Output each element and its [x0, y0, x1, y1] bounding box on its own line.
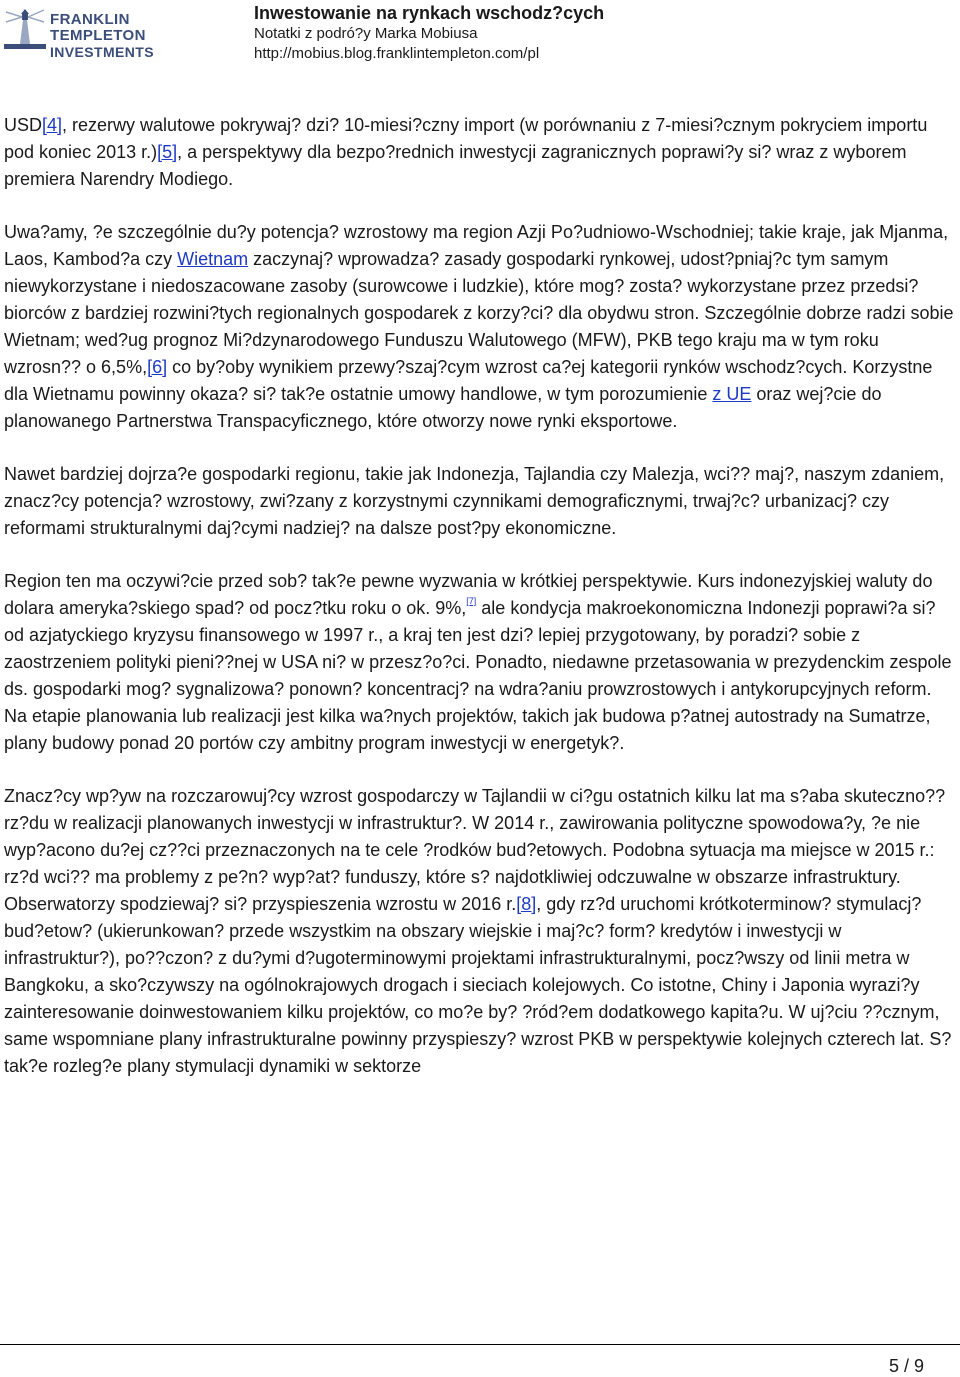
paragraph-5: [4, 783, 956, 1080]
page-number: 5 / 9: [888, 1356, 924, 1376]
text-segment: , rezerwy walutowe pokrywaj? dzi? 10-miesi?czny import (w porównaniu z 7-miesi?cznym pokryciem importu pod koniec 2013 r.): [4, 115, 928, 162]
paragraph-4: [4, 568, 956, 757]
article-body: [4, 112, 956, 1106]
paragraph-3: Nawet bardziej dojrza?e gospodarki regionu, takie jak Indonezja, Tajlandia czy Malezja, wci?? maj?, naszym zdaniem, znacz?cy potencja? wzrostowy, zwi?zany z korzystnymi czynnikami demograficznymi, trwaj?c? urbanizacj? czy reformami strukturalnymi daj?cymi nadziej? na dalsze post?py ekonomiczne.: [4, 464, 945, 538]
footnote-link-8[interactable]: [8]: [516, 894, 537, 914]
footnote-link-6[interactable]: [6]: [147, 357, 168, 377]
text-segment: Uwa?amy, ?e szczególnie du?y potencja? wzrostowy ma region Azji Po?udniowo-Wschodniej; takie kraje, jak Mjanma, Laos, Kambod?a czy: [4, 222, 949, 269]
lighthouse-logo-icon: [4, 6, 46, 50]
paragraph-1: [4, 112, 956, 193]
franklin-templeton-logo: [4, 6, 218, 60]
paragraph-2: [4, 219, 956, 435]
ue-link[interactable]: z UE: [712, 384, 752, 404]
logo-wordmark: [50, 12, 218, 60]
text-segment: co by?oby wynikiem przewy?szaj?cym wzrost ca?ej kategorii rynków wschodz?cych. Korzystne dla Wietnamu powinny okaza? si? tak?e ostatnie umowy handlowe, w tym porozumienie: [4, 357, 933, 404]
footer-divider: [0, 1344, 960, 1345]
text-segment: oraz wej?cie do planowanego Partnerstwa Transpacyficznego, które otworzy nowe rynki eksportowe.: [4, 384, 882, 431]
footnote-link-5[interactable]: [5]: [157, 142, 178, 162]
footnote-link-4[interactable]: [4]: [42, 115, 63, 135]
text-segment: USD: [4, 115, 43, 135]
page-header: [0, 0, 960, 72]
footnote-link-7[interactable]: [7]: [466, 596, 477, 606]
text-segment: zaczynaj? wprowadza? zasady gospodarki rynkowej, udost?pniaj?c tym samym niewykorzystane i niedoszacowane zasoby (surowcowe i ludzkie), które mog? zosta? wykorzystane przez przedsi?biorców z bardziej rozwini?tych regionalnych gospodarek z korzy?ci? dla obydwu stron. Szczególnie dobrze radzi sobie Wietnam; wed?ug prognoz Mi?dzynarodowego Funduszu Walutowego (MFW), PKB tego kraju ma w tym roku wzrosn?? o 6,5%,: [4, 249, 954, 377]
logo-line-2: INVESTMENTS: [50, 44, 154, 60]
text-segment: Znacz?cy wp?yw na rozczarowuj?cy wzrost gospodarczy w Tajlandii w ci?gu ostatnich kilku lat ma s?aba skuteczno?? rz?du w realizacji planowanych inwestycji w infrastruktur?. W 2014 r., zawirowania polityczne spowodowa?y, ?e nie wyp?acono du?ej cz??ci przeznaczonych na te cele ?rodków bud?etowych. Podobna sytuacja ma miejsce w 2015 r.: rz?d wci?? ma problemy z pe?n? wyp?at? funduszy, które s? najdotkliwiej odczuwalne w obszarze infrastruktury. Obserwatorzy spodziewaj? si? przyspieszenia wzrostu w 2016 r.: [4, 786, 946, 914]
text-segment: ale kondycja makroekonomiczna Indonezji poprawi?a si? od azjatyckiego kryzysu finansowego w 1997 r., a kraj ten jest dzi? lepiej przygotowany, by poradzi? sobie z zaostrzeniem polityki pieni??nej w USA ni? w przesz?o?ci. Ponadto, niedawne przetasowania w prezydenckim zespole ds. gospodarki mog? sygnalizowa? ponown? koncentracj? na wdra?aniu prowzrostowych i antykorupcyjnych reform. Na etapie planowania lub realizacji jest kilka wa?nych projektów, takich jak budowa p?atnej autostrady na Sumatrze, plany budowy ponad 20 portów czy ambitny program inwestycji w energetyk?.: [4, 598, 952, 753]
wietnam-link[interactable]: Wietnam: [177, 249, 249, 269]
blog-title: Inwestowanie na rynkach wschodz?cych: [254, 3, 605, 23]
blog-subtitle: Notatki z podró?y Marka Mobiusa: [254, 25, 478, 42]
text-segment: Region ten ma oczywi?cie przed sob? tak?e pewne wyzwania w krótkiej perspektywie. Kurs indonezyjskiej waluty do dolara ameryka?skiego spad? od pocz?tku roku o ok. 9%,: [4, 571, 933, 618]
text-segment: , gdy rz?d uruchomi krótkoterminow? stymulacj? bud?etow? (ukierunkowan? przede wszystkim na obszary wiejskie i maj?c? form? kredytów i inwestycji w infrastruktur?), po??czon? z du?ymi d?ugoterminowymi projektami infrastrukturalnymi, pocz?wszy od linii metra w Bangkoku, a sko?czywszy na ogólnokrajowych drogach i sieciach kolejowych. Co istotne, Chiny i Japonia wyrazi?y zainteresowanie doinwestowaniem kilku projektów, co mo?e by? ?ród?em dodatkowego kapita?u. W uj?ciu ??cznym, same wspomniane plany infrastrukturalne powinny przyspieszy? wzrost PKB w perspektywie kolejnych czterech lat. S? tak?e rozleg?e plany stymulacji dynamiki w sektorze: [4, 894, 952, 1076]
header-text: [254, 2, 954, 64]
logo-line-1: FRANKLIN TEMPLETON: [50, 11, 146, 44]
text-segment: , a perspektywy dla bezpo?rednich inwestycji zagranicznych poprawi?y si? wraz z wyborem premiera Narendry Modiego.: [4, 142, 907, 189]
blog-url: http://mobius.blog.franklintempleton.com/pl: [254, 45, 540, 62]
